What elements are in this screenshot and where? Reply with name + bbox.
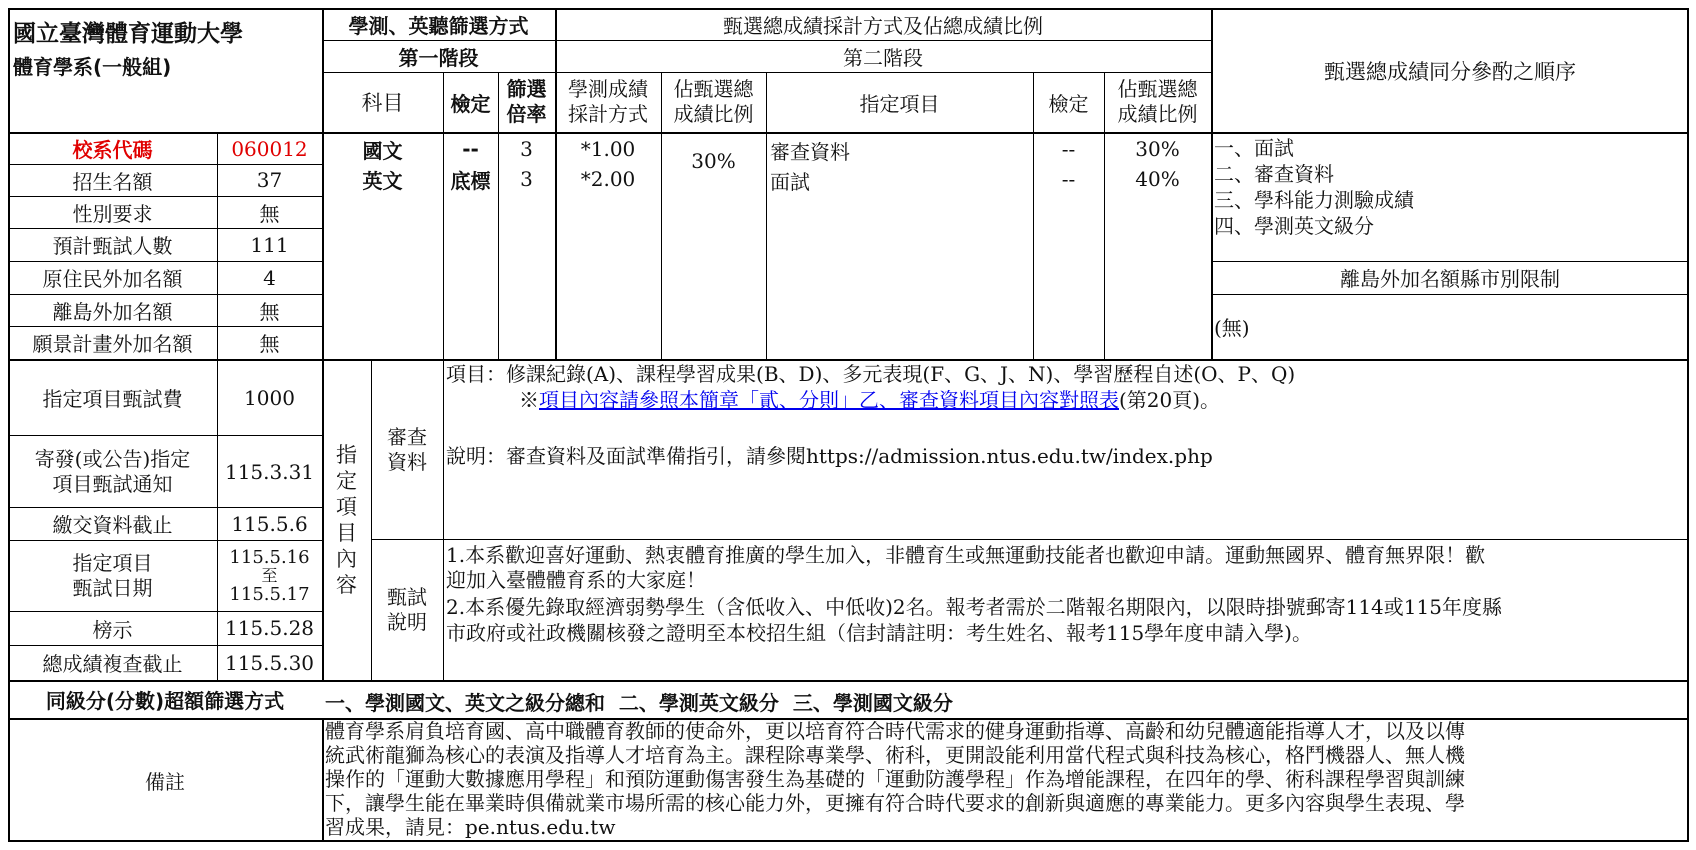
expected-count-value: 111 — [250, 232, 289, 257]
review-items: 項目：修課紀錄(A)、課程學習成果(B、D)、多元表現(F、G、J、N)、學習歷程自述(O、P、Q) — [446, 362, 1296, 386]
item-interview-check: -- — [1061, 167, 1076, 191]
exam-date-label — [8, 541, 217, 611]
notes-line: 習成果，請見：pe.ntus.edu.tw — [325, 815, 616, 839]
notice-label-line2: 項目甄試通知 — [52, 471, 173, 496]
overflow-value: 一、學測國文、英文之級分總和 二、學測英文級分 三、學測國文級分 — [325, 691, 953, 715]
gender-label: 性別要求 — [72, 201, 153, 226]
result-value: 115.5.28 — [224, 616, 315, 640]
notes-line: 操作的「運動大數據應用學程」和預防運動傷害發生為基礎的「運動防護學程」作為增能課程，在四年的學、術科課程學習與訓練 — [325, 767, 1465, 791]
recheck-value: 115.5.30 — [224, 650, 315, 675]
pct2-header-line1: 佔甄選總 — [1117, 77, 1198, 101]
notice-value: 115.3.31 — [224, 459, 315, 484]
exam-date-to: 至 — [261, 566, 278, 585]
notice-label — [8, 436, 217, 507]
tiebreak-header: 甄選總成績同分參酌之順序 — [1324, 59, 1576, 84]
pct-header-line2: 成績比例 — [673, 102, 754, 126]
stage1-header: 第一階段 — [398, 45, 479, 70]
indigenous-quota-label: 原住民外加名額 — [42, 267, 183, 291]
vertical-char: 容 — [336, 573, 357, 597]
grid-line — [371, 539, 1689, 540]
review-label-line1: 審查 — [387, 424, 427, 449]
notice-label-line1: 寄發(或公告)指定 — [34, 446, 191, 471]
check-english: 底標 — [450, 168, 491, 193]
calc-english: *2.00 — [580, 167, 636, 191]
calc-header-line1: 學測成績 — [568, 77, 648, 101]
tiebreak-item: 一、面試 — [1214, 136, 1294, 160]
exam-line: 1.本系歡迎喜好運動、熱衷體育推廣的學生加入，非體育生或無運動技能者也歡迎申請。運動無國界、體育無界限！歡 — [446, 543, 1486, 567]
pct-header — [661, 72, 766, 132]
notes-line: 下，讓學生能在畢業時俱備就業市場所需的核心能力外，更擁有符合時代要求的創新與適應的專業能力。更多內容與學生表現、學 — [325, 791, 1465, 815]
exam-date-start: 115.5.16 — [229, 547, 310, 568]
exam-line: 2.本系優先錄取經濟弱勢學生（含低收入、中低收)2名。報考者需於二階報名期限內，以限時掛號郵寄114或115年度縣 — [446, 595, 1502, 619]
vertical-char: 指 — [336, 443, 357, 467]
notes-label: 備註 — [145, 770, 185, 794]
stage2-header: 第二階段 — [843, 45, 923, 70]
review-note: 說明：審查資料及面試準備指引，請參閱https://admission.ntus.edu.tw/index.php — [446, 444, 1213, 468]
reference-mark: ※ — [519, 388, 539, 412]
ratio-header — [498, 72, 555, 132]
exam-date-end: 115.5.17 — [229, 584, 310, 605]
exam-label — [371, 540, 443, 680]
tiebreak-item: 四、學測英文級分 — [1214, 214, 1374, 238]
review-reference — [519, 388, 1220, 413]
submit-deadline-label: 繳交資料截止 — [52, 513, 173, 537]
expected-count-label: 預計甄試人數 — [52, 234, 173, 258]
ratio-header-line2: 倍率 — [506, 102, 547, 126]
exam-date-label-line2: 甄試日期 — [72, 576, 153, 600]
indigenous-quota-value: 4 — [263, 265, 276, 290]
island-quota-label: 離島外加名額 — [52, 299, 173, 324]
calc-header-line2: 採計方式 — [568, 102, 648, 126]
vertical-char: 項 — [336, 495, 357, 519]
total-method-header: 甄選總成績採計方式及佔總成績比例 — [723, 14, 1043, 38]
tiebreak-item: 二、審查資料 — [1214, 162, 1334, 186]
submit-deadline-value: 115.5.6 — [231, 511, 308, 536]
notes-line: 統武術龍獅為核心的表演及指導人才培育為主。課程除專業學、術科，更開設能利用當代程式與科技為核心，格鬥機器人、無人機 — [325, 743, 1465, 767]
vision-quota-value: 無 — [259, 332, 280, 356]
review-label-line2: 資料 — [387, 449, 427, 474]
fee-label: 指定項目甄試費 — [42, 387, 183, 411]
grid-line — [1211, 294, 1689, 295]
subject-chinese: 國文 — [362, 138, 403, 163]
vertical-char: 定 — [336, 469, 357, 493]
check-header: 檢定 — [450, 91, 491, 116]
subject-header: 科目 — [361, 91, 404, 115]
notes-line: 體育學系肩負培育國、高中職體育教師的使命外，更以培育符合時代需求的健身運動指導、高齡和幼兒體適能指導人才，以及以傳 — [325, 719, 1465, 743]
exam-line: 市政府或社政機關核發之證明至本校招生組（信封請註明：考生姓名、報考115學年度申請入學)。 — [446, 621, 1312, 645]
stage1-method-header: 學測、英聽篩選方式 — [348, 14, 529, 38]
pct2-header — [1104, 72, 1211, 132]
review-label — [371, 360, 443, 539]
result-label: 榜示 — [92, 617, 133, 642]
vision-quota-label: 願景計畫外加名額 — [32, 332, 193, 356]
check2-header: 檢定 — [1048, 91, 1089, 116]
pct2-header-line2: 成績比例 — [1117, 102, 1198, 126]
exam-label-line2: 說明 — [387, 610, 427, 634]
item-interview-name: 面試 — [770, 170, 810, 194]
grid-line — [443, 359, 444, 680]
dept-code-value: 060012 — [231, 136, 308, 161]
vertical-char: 目 — [336, 521, 357, 545]
island-restriction-label: 離島外加名額縣市別限制 — [1340, 267, 1560, 291]
ratio-header-line1: 篩選 — [506, 77, 547, 101]
quota-label: 招生名額 — [72, 169, 153, 194]
exam-line: 迎加入臺體體育系的大家庭！ — [446, 568, 706, 592]
subject-english: 英文 — [362, 168, 403, 193]
exam-date-label-line1: 指定項目 — [72, 551, 153, 575]
school-name: 國立臺灣體育運動大學 — [13, 21, 243, 47]
vertical-char: 內 — [336, 547, 357, 571]
island-quota-value: 無 — [259, 299, 280, 324]
exam-date-value — [217, 541, 322, 611]
quota-value: 37 — [256, 168, 283, 192]
grid-line — [322, 718, 324, 842]
check-chinese: -- — [462, 137, 479, 161]
island-restriction-value: (無) — [1214, 316, 1250, 340]
calc-chinese: *1.00 — [580, 137, 636, 161]
item-review-check: -- — [1061, 137, 1076, 161]
department-name: 體育學系(一般組) — [13, 55, 172, 79]
dept-code-label: 校系代碼 — [72, 138, 153, 162]
recheck-label: 總成績複查截止 — [42, 652, 183, 676]
pct-header-line1: 佔甄選總 — [673, 77, 754, 101]
item-review-name: 審查資料 — [770, 140, 850, 164]
exam-label-line1: 甄試 — [387, 585, 427, 609]
tiebreak-item: 三、學科能力測驗成績 — [1214, 188, 1414, 212]
gender-value: 無 — [259, 201, 280, 226]
item-interview-pct: 40% — [1135, 167, 1180, 191]
item-review-pct: 30% — [1135, 137, 1180, 161]
calc-header — [555, 72, 661, 132]
overflow-label: 同級分(分數)超額篩選方式 — [45, 689, 285, 713]
ratio-english: 3 — [520, 167, 533, 191]
fee-value: 1000 — [244, 385, 295, 410]
exam-score-pct: 30% — [691, 149, 736, 173]
reference-page: (第20頁)。 — [1119, 388, 1221, 412]
review-reference-link[interactable]: 項目內容請參照本簡章「貳、分則」乙、審查資料項目內容對照表 — [539, 388, 1119, 412]
ratio-chinese: 3 — [520, 137, 533, 161]
content-vertical-label — [322, 360, 371, 680]
items-header: 指定項目 — [859, 91, 940, 116]
